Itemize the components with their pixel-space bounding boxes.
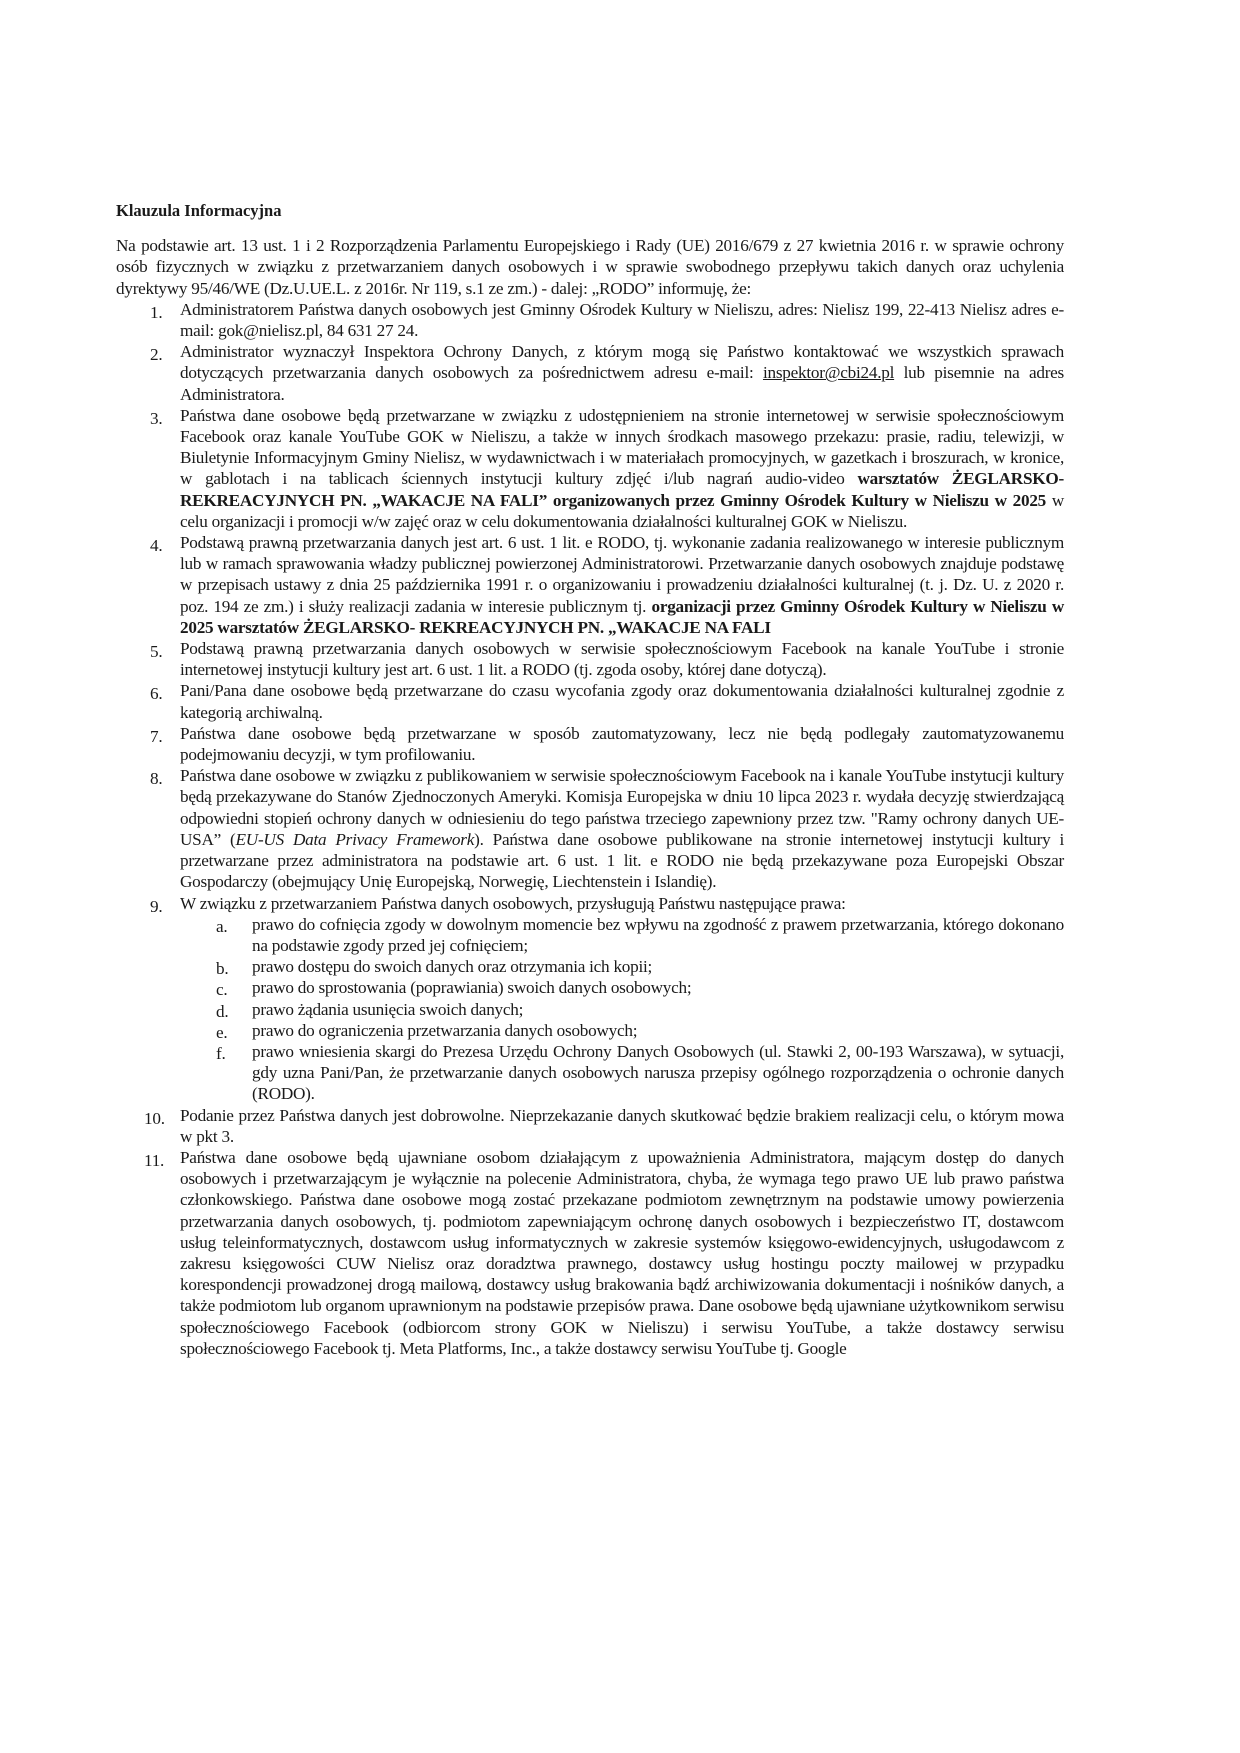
clause-text: Administrator wyznaczył Inspektora Ochrony Danych, z którym mogą się Państwo kontaktować we wszystkich sprawach dotyczących przetwarzania danych osobowych za pośrednictwem adresu e-mail: [180,342,1064,383]
clause-item [116,1147,1064,1359]
clause-text: w celu organizacji i promocji w/w zajęć oraz w celu dokumentowania działalności kulturalnej GOK w Nieliszu. [180,490,1064,531]
clause-item [116,532,1064,638]
clause-item [116,1105,1064,1147]
clause-item [116,299,1064,341]
rights-item [180,977,1064,998]
document-title: Klauzula Informacyjna [116,201,282,220]
rights-item-text: prawo do cofnięcia zgody w dowolnym momencie bez wpływu na zgodność z prawem przetwarzania, którego dokonano na podstawie zgody przed jej cofnięciem; [252,914,1064,955]
clause-text: Państwa dane osobowe będą ujawniane osobom działającym z upoważnienia Administratora, mającym dostęp do danych osobowych i przetwarzającym je wyłącznie na polecenie Administratora, chyba, że wymaga tego prawo UE lub prawo państwa członkowskiego. Państwa dane osobowe mogą zostać przekazane podmiotom zewnętrznym na podstawie umowy powierzenia przetwarzania danych osobowych, tj. podmiotom zapewniającym ochronę danych osobowych i bezpieczeństwo IT, dostawcom usług teleinformatycznych, dostawcom usług informatycznych w zakresie systemów księgowo-ewidencyjnych, usługodawcom z zakresu księgowości CUW Nielisz oraz doradztwa prawnego, dostawcy usług hostingu poczty mailowej w przypadku korespondencji prowadzonej drogą mailową, dostawcy usług brakowania bądź archiwizowania dokumentacji i nośników danych, a także podmiotom lub organom uprawnionym na podstawie przepisów prawa. Dane osobowe będą ujawniane użytkownikom serwisu społecznościowego Facebook (odbiorcom strony GOK w Nieliszu) i serwisu YouTube, a także dostawcy serwisu społecznościowego Facebook tj. Meta Platforms, Inc., a także dostawcy serwisu YouTube tj. Google [180,1147,1064,1358]
clause-number: 5. [150,642,163,662]
clause-number: 1. [150,302,163,322]
clause-text: Państwa dane osobowe będą przetwarzane w związku z udostępnieniem na stronie internetowej w serwisie społecznościowym Facebook oraz kanale YouTube GOK w Nieliszu, a także w innych środkach masowego przekazu: prasie, radiu, telewizji, w Biuletynie Informacyjnym Gminy Nielisz, w wydawnictwach i w materiałach promocyjnych, w gazetkach i broszurach, w kronice, w gablotach i na tablicach ściennych instytucji kultury zdjęć i/lub nagrań audio-video [180,405,1064,489]
clause-item [116,680,1064,722]
clause-text: W związku z przetwarzaniem Państwa danych osobowych, przysługują Państwu następujące prawa: [180,893,846,913]
rights-item [180,956,1064,977]
clause-number: 11. [144,1150,165,1170]
rights-item-label: f. [216,1043,226,1063]
clause-text: Podstawą prawną przetwarzania danych jest art. 6 ust. 1 lit. e RODO, tj. wykonanie zadania realizowanego w interesie publicznym lub w ramach sprawowania władzy publicznej powierzonej Administratorowi. Przetwarzanie danych osobowych znajduje podstawę w przepisach ustawy z dnia 25 października 1991 r. o organizowaniu i prowadzeniu działalności kulturalnej (t. j. Dz. U. z 2020 r. poz. 194 ze zm.) i służy realizacji zadania w interesie publicznym tj. [180,533,1064,616]
email-link[interactable]: inspektor@cbi24.pl [762,363,895,383]
clause-text: lub pisemnie na adres Administratora. [180,363,1064,404]
clause-item [116,405,1064,532]
clause-item [116,341,1064,405]
clause-text: Administratorem Państwa danych osobowych jest Gminny Ośrodek Kultury w Nieliszu, adres: Nielisz 199, 22-413 Nielisz adres e-mail: gok@nielisz.pl, 84 631 27 24. [180,299,1064,341]
document-page [116,200,1064,1359]
rights-item-label: d. [216,1001,229,1021]
clause-number: 6. [150,684,163,704]
rights-item [180,1041,1064,1105]
clause-number: 8. [150,769,163,789]
bold-text: warsztatów ŻEGLARSKO-REKREACYJNYCH PN. „WAKACJE NA FALI” organizowanych przez Gminny Ośrodek Kultury w Nieliszu w 2025 [180,469,1064,510]
clause-item [116,765,1064,892]
clause-number: 2. [150,345,163,365]
clause-text: Państwa dane osobowe w związku z publikowaniem w serwisie społecznościowym Facebook na i kanale YouTube instytucji kultury będą przekazywane do Stanów Zjednoczonych Ameryki. Komisja Europejska w dniu 10 lipca 2023 r. wydała decyzję stwierdzającą odpowiedni stopień ochrony danych w odniesieniu do tego państwa trzeciego zapewniony przez tzw. "Ramy ochrony danych UE-USA” ( [180,766,1064,849]
rights-item [180,999,1064,1020]
rights-item-label: e. [216,1022,228,1042]
clause-text: Podanie przez Państwa danych jest dobrowolne. Nieprzekazanie danych skutkować będzie brakiem realizacji celu, o którym mowa w pkt 3. [180,1105,1064,1146]
rights-item-text: prawo do ograniczenia przetwarzania danych osobowych; [252,1020,638,1040]
rights-item-label: c. [216,980,228,1000]
clause-item [116,893,1064,1105]
rights-item-text: prawo do sprostowania (poprawiania) swoich danych osobowych; [252,978,692,998]
clause-item [116,723,1064,765]
rights-item-label: a. [216,916,228,936]
bold-text: organizacji przez Gminny Ośrodek Kultury w Nieliszu w 2025 warsztatów ŻEGLARSKO- REKREACYJNYCH PN. „WAKACJE NA FALI [180,596,1064,637]
rights-list [180,914,1064,1105]
clause-text: Podstawą prawną przetwarzania danych osobowych w serwisie społecznościowym Facebook na kanale YouTube i stronie internetowej instytucji kultury jest art. 6 ust. 1 lit. a RODO (tj. zgoda osoby, której dane dotyczą). [180,639,1064,680]
rights-item [180,914,1064,956]
rights-item-text: prawo żądania usunięcia swoich danych; [252,999,524,1019]
clause-number: 9. [150,896,163,916]
rights-item-label: b. [216,959,229,979]
intro-paragraph: Na podstawie art. 13 ust. 1 i 2 Rozporządzenia Parlamentu Europejskiego i Rady (UE) 2016/679 z 27 kwietnia 2016 r. w sprawie ochrony osób fizycznych w związku z przetwarzaniem danych osobowych i w sprawie swobodnego przepływu takich danych oraz uchylenia dyrektywy 95/46/WE (Dz.U.UE.L. z 2016r. Nr 119, s.1 ze zm.) - dalej: „RODO” informuję, że: [116,236,1064,298]
clause-number: 7. [150,726,163,746]
clause-number: 3. [150,408,163,428]
rights-item [180,1020,1064,1041]
clause-number: 4. [150,536,163,556]
clause-text: Pani/Pana dane osobowe będą przetwarzane do czasu wycofania zgody oraz dokumentowania działalności kulturalnej zgodnie z kategorią archiwalną. [180,681,1064,722]
clause-item [116,638,1064,680]
clause-text: Państwa dane osobowe będą przetwarzane w sposób zautomatyzowany, lecz nie będą podlegały zautomatyzowanemu podejmowaniu decyzji, w tym profilowaniu. [180,723,1064,765]
rights-item-text: prawo wniesienia skargi do Prezesa Urzędu Ochrony Danych Osobowych (ul. Stawki 2, 00-193 Warszawa), w sytuacji, gdy uzna Pani/Pan, że przetwarzanie danych osobowych narusza przepisy ogólnego rozporządzenia o ochronie danych (RODO). [252,1041,1064,1104]
clause-text: ). Państwa dane osobowe publikowane na stronie internetowej instytucji kultury i przetwarzane przez administratora na podstawie art. 6 ust. 1 lit. e RODO nie będą przekazywane poza Europejski Obszar Gospodarczy (obejmujący Unię Europejską, Norwegię, Liechtenstein i Islandię). [180,829,1064,892]
italic-text: EU-US Data Privacy Framework [235,829,475,849]
rights-item-text: prawo dostępu do swoich danych oraz otrzymania ich kopii; [252,957,653,977]
clause-list [116,299,1064,1359]
clause-number: 10. [144,1108,165,1128]
